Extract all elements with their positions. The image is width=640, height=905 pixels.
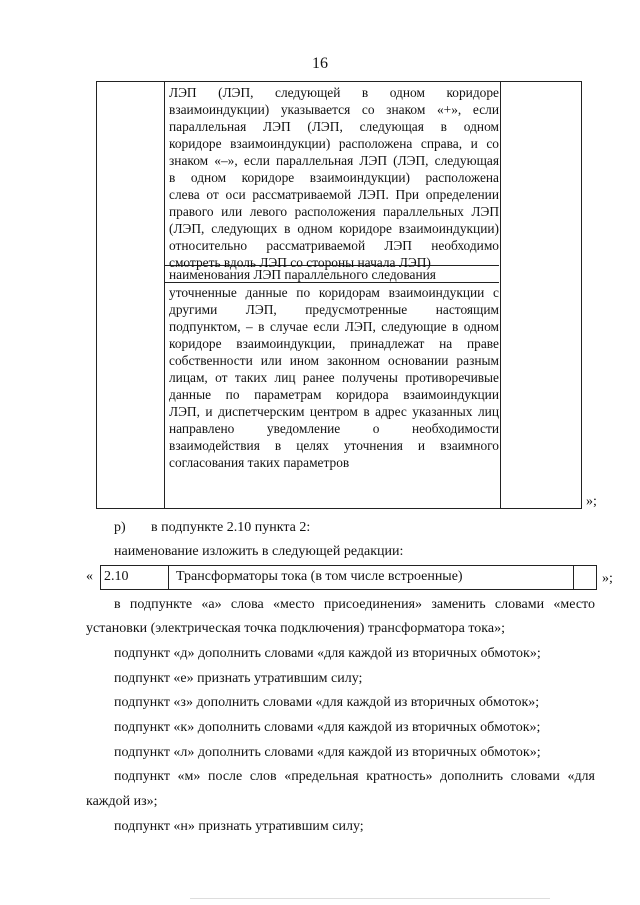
transformers-table [100,565,597,590]
closing-quote: »; [586,494,597,509]
cell-line: коридоре взаимоиндукции) расположена справа, и со [169,136,499,151]
column-divider [168,566,169,589]
cell-line: лицам, от таких лиц ранее получены противоречивые [169,370,499,385]
cell-line: знаком «–», если параллельная ЛЭП (ЛЭП, следующая [169,153,499,168]
cell-line: направлено уведомление о необходимости [169,421,499,436]
paragraph-e: подпункт «е» признать утратившим силу; [114,671,363,686]
section-code: 2.10 [104,569,129,584]
cell-line: параллельная ЛЭП (ЛЭП, следующая в одном [169,119,499,134]
paragraph-z: подпункт «з» дополнить словами «для каждой из вторичных обмоток»; [114,695,540,710]
page-number: 16 [312,55,328,72]
cell-line: собственности или ином законном основании разным [169,353,499,368]
table-row-description [169,84,499,271]
cell-line: правого или левого расположения параллельных ЛЭП [169,204,499,219]
paragraph-l: подпункт «л» дополнить словами «для каждой из вторичных обмоток»; [114,745,541,760]
cell-line: ЛЭП (ЛЭП, следующей в одном коридоре [169,85,499,100]
paragraph-a-line2: установки (электрическая точка подключения) трансформатора тока»; [86,621,506,636]
cell-line: другими ЛЭП, предусмотренные настоящим [169,302,499,317]
cell-line: слева от оси рассматриваемой ЛЭП. При определении [169,187,499,202]
cell-line: взаимоиндукции) указывается со знаком «+», если [169,102,499,117]
cell-line: уточненные данные по коридорам взаимоиндукции с [169,285,499,300]
item-letter: р) [114,520,126,535]
paragraph-a-line1: в подпункте «а» слова «место присоединения» заменить словами «место [114,597,595,612]
scan-edge [190,898,550,899]
table-row-parallel-lines: наименования ЛЭП параллельного следования [169,267,436,282]
cell-line: взаимодействия в целях уточнения и взаимного [169,438,499,453]
parameters-table [96,81,582,509]
table-row-refined-data [169,284,499,471]
cell-line: в одном коридоре взаимоиндукции) расположена [169,170,499,185]
cell-line: (ЛЭП, следующих в одном коридоре взаимоиндукции) [169,221,499,236]
cell-line: согласования таких параметров [169,455,350,470]
paragraph-m-line1: подпункт «м» после слов «предельная кратность» дополнить словами «для [114,769,595,784]
paragraph-n: подпункт «н» признать утратившим силу; [114,819,364,834]
cell-line: данные по параметрам коридора взаимоиндукции [169,387,499,402]
paragraph-m-line2: каждой из»; [86,794,158,809]
rename-line: наименование изложить в следующей редакции: [114,544,404,559]
paragraph-d: подпункт «д» дополнить словами «для каждой из вторичных обмоток»; [114,646,541,661]
section-title: Трансформаторы тока (в том числе встроенные) [176,569,463,584]
small-table-open-quote: « [86,569,93,584]
small-table-close-quote: »; [602,571,613,586]
cell-line: коридоре взаимоиндукции, принадлежат на праве [169,336,499,351]
paragraph-k: подпункт «к» дополнить словами «для каждой из вторичных обмоток»; [114,720,541,735]
cell-line: подпунктом, – в случае если ЛЭП, следующие в одном [169,319,499,334]
cell-line: смотреть вдоль ЛЭП со стороны начала ЛЭП) [169,255,431,270]
column-divider [164,82,165,508]
column-divider [500,82,501,508]
column-divider [573,566,574,589]
cell-line: относительно рассматриваемой ЛЭП необходимо [169,238,499,253]
item-text: в подпункте 2.10 пункта 2: [151,520,311,535]
cell-line: ЛЭП, и диспетчерским центром в адрес указанных лиц [169,404,499,419]
